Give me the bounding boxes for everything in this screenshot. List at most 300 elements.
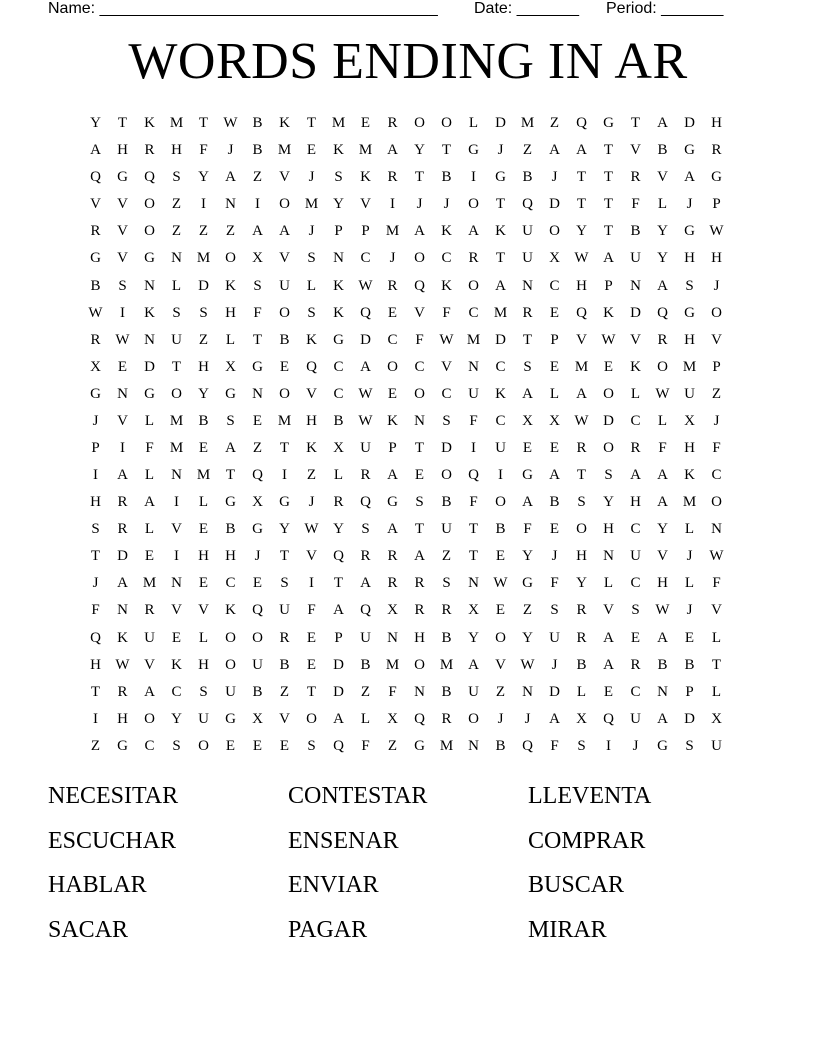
- grid-letter: Q: [576, 304, 587, 321]
- grid-letter: C: [333, 358, 344, 375]
- grid-letter: B: [684, 656, 695, 673]
- grid-letter: L: [711, 629, 722, 646]
- grid-letter: V: [117, 250, 128, 267]
- grid-letter: A: [684, 169, 695, 186]
- grid-letter: O: [144, 196, 155, 213]
- word-bank-item: PAGAR: [288, 916, 368, 943]
- grid-letter: Z: [171, 196, 182, 213]
- grid-letter: N: [630, 277, 641, 294]
- grid-letter: Y: [414, 142, 425, 159]
- grid-letter: Z: [171, 223, 182, 240]
- grid-letter: L: [657, 412, 668, 429]
- grid-letter: T: [117, 115, 128, 132]
- grid-letter: L: [684, 575, 695, 592]
- grid-letter: L: [144, 521, 155, 538]
- grid-letter: R: [468, 250, 479, 267]
- grid-letter: Z: [522, 142, 533, 159]
- grid-letter: G: [684, 142, 695, 159]
- grid-letter: A: [387, 467, 398, 484]
- grid-letter: B: [333, 412, 344, 429]
- grid-letter: N: [117, 602, 128, 619]
- grid-letter: S: [118, 277, 127, 294]
- grid-letter: G: [144, 250, 155, 267]
- grid-letter: G: [684, 304, 695, 321]
- grid-letter: Q: [306, 358, 317, 375]
- grid-letter: M: [439, 656, 454, 673]
- grid-letter: O: [495, 494, 506, 511]
- grid-letter: U: [441, 521, 452, 538]
- grid-letter: O: [603, 439, 614, 456]
- grid-letter: N: [468, 737, 479, 754]
- grid-letter: X: [387, 710, 398, 727]
- grid-letter: V: [711, 602, 722, 619]
- grid-letter: L: [225, 331, 236, 348]
- grid-letter: T: [333, 575, 344, 592]
- grid-letter: J: [92, 575, 99, 592]
- grid-letter: B: [495, 737, 506, 754]
- grid-letter: A: [657, 710, 668, 727]
- grid-letter: W: [358, 277, 373, 294]
- grid-letter: Q: [414, 277, 425, 294]
- grid-letter: K: [306, 331, 317, 348]
- grid-letter: E: [549, 304, 560, 321]
- grid-letter: Z: [522, 602, 533, 619]
- grid-letter: G: [522, 575, 533, 592]
- grid-letter: X: [549, 250, 560, 267]
- grid-letter: C: [630, 412, 641, 429]
- grid-letter: U: [360, 439, 371, 456]
- grid-letter: H: [684, 439, 695, 456]
- grid-letter: G: [387, 494, 398, 511]
- grid-letter: G: [252, 521, 263, 538]
- grid-letter: B: [441, 169, 452, 186]
- grid-letter: O: [468, 710, 479, 727]
- grid-letter: T: [711, 656, 722, 673]
- grid-letter: V: [306, 548, 317, 565]
- grid-letter: E: [414, 467, 425, 484]
- grid-letter: A: [495, 277, 506, 294]
- grid-letter: Z: [252, 439, 263, 456]
- grid-letter: O: [387, 358, 398, 375]
- grid-letter: O: [441, 115, 452, 132]
- grid-letter: L: [198, 494, 209, 511]
- grid-letter: O: [171, 385, 182, 402]
- grid-letter: J: [389, 250, 396, 267]
- grid-letter: F: [442, 304, 451, 321]
- grid-letter: C: [414, 358, 425, 375]
- grid-letter: J: [443, 196, 450, 213]
- grid-letter: O: [144, 710, 155, 727]
- grid-letter: E: [252, 737, 263, 754]
- grid-letter: R: [657, 331, 668, 348]
- grid-letter: A: [360, 575, 371, 592]
- grid-letter: Y: [657, 250, 668, 267]
- grid-letter: Y: [171, 710, 182, 727]
- grid-letter: W: [493, 575, 508, 592]
- grid-letter: F: [388, 683, 397, 700]
- grid-letter: B: [225, 521, 236, 538]
- grid-letter: E: [252, 412, 263, 429]
- grid-letter: N: [333, 250, 344, 267]
- grid-letter: A: [225, 169, 236, 186]
- grid-letter: H: [306, 412, 317, 429]
- grid-letter: N: [522, 277, 533, 294]
- grid-letter: V: [414, 304, 425, 321]
- grid-letter: J: [713, 277, 720, 294]
- grid-letter: R: [144, 142, 155, 159]
- grid-letter: V: [117, 196, 128, 213]
- grid-letter: A: [225, 439, 236, 456]
- grid-letter: M: [304, 196, 319, 213]
- grid-letter: V: [441, 358, 452, 375]
- grid-letter: N: [144, 277, 155, 294]
- grid-letter: M: [493, 304, 508, 321]
- grid-letter: U: [711, 737, 722, 754]
- grid-letter: S: [172, 304, 181, 321]
- grid-letter: Q: [414, 710, 425, 727]
- grid-letter: B: [360, 656, 371, 673]
- grid-letter: H: [117, 710, 128, 727]
- word-bank-item: HABLAR: [48, 872, 147, 898]
- grid-letter: K: [117, 629, 128, 646]
- grid-letter: K: [495, 385, 506, 402]
- grid-letter: W: [115, 331, 130, 348]
- grid-letter: O: [441, 467, 452, 484]
- grid-letter: S: [442, 412, 451, 429]
- grid-letter: E: [522, 439, 533, 456]
- grid-letter: Y: [198, 169, 209, 186]
- grid-letter: Y: [603, 494, 614, 511]
- grid-letter: G: [711, 169, 722, 186]
- grid-letter: Y: [198, 385, 209, 402]
- grid-letter: V: [657, 548, 668, 565]
- grid-letter: M: [682, 358, 697, 375]
- grid-letter: M: [358, 142, 373, 159]
- grid-letter: P: [361, 223, 370, 240]
- grid-letter: T: [414, 439, 425, 456]
- grid-letter: O: [414, 385, 425, 402]
- grid-letter: E: [603, 683, 614, 700]
- grid-letter: W: [655, 385, 670, 402]
- grid-letter: H: [225, 304, 236, 321]
- grid-letter: P: [712, 196, 721, 213]
- grid-letter: D: [630, 304, 641, 321]
- grid-letter: Q: [333, 548, 344, 565]
- grid-letter: K: [333, 304, 344, 321]
- grid-letter: K: [171, 656, 182, 673]
- word-bank-item: ENVIAR: [288, 872, 379, 898]
- grid-letter: K: [630, 358, 641, 375]
- grid-letter: I: [255, 196, 260, 213]
- grid-letter: R: [414, 602, 425, 619]
- grid-letter: F: [307, 602, 316, 619]
- grid-letter: J: [308, 169, 315, 186]
- grid-letter: D: [495, 331, 506, 348]
- grid-letter: K: [360, 169, 371, 186]
- grid-letter: D: [684, 115, 695, 132]
- grid-letter: X: [576, 710, 587, 727]
- grid-letter: J: [686, 196, 693, 213]
- grid-letter: Z: [360, 683, 371, 700]
- grid-letter: Z: [252, 169, 263, 186]
- grid-letter: Q: [252, 467, 263, 484]
- grid-letter: J: [686, 548, 693, 565]
- grid-letter: J: [254, 548, 261, 565]
- grid-letter: Q: [90, 169, 101, 186]
- grid-letter: P: [91, 439, 100, 456]
- grid-letter: B: [657, 656, 668, 673]
- grid-letter: F: [523, 521, 532, 538]
- grid-letter: A: [549, 142, 560, 159]
- grid-letter: V: [630, 142, 641, 159]
- grid-letter: H: [225, 548, 236, 565]
- grid-letter: U: [549, 629, 560, 646]
- grid-letter: C: [630, 683, 641, 700]
- grid-letter: S: [307, 250, 316, 267]
- grid-letter: K: [333, 277, 344, 294]
- grid-letter: V: [657, 169, 668, 186]
- grid-letter: C: [441, 250, 452, 267]
- word-bank-item: COMPRAR: [528, 827, 646, 854]
- grid-letter: C: [630, 521, 641, 538]
- grid-letter: R: [117, 521, 128, 538]
- grid-letter: T: [171, 358, 182, 375]
- grid-letter: A: [630, 467, 641, 484]
- grid-letter: S: [685, 277, 694, 294]
- grid-letter: J: [308, 223, 315, 240]
- grid-letter: B: [441, 629, 452, 646]
- grid-letter: R: [522, 304, 533, 321]
- grid-letter: R: [387, 277, 398, 294]
- grid-letter: T: [306, 115, 317, 132]
- grid-letter: H: [117, 142, 128, 159]
- word-bank-item: ESCUCHAR: [48, 827, 177, 854]
- grid-letter: J: [308, 494, 315, 511]
- grid-letter: M: [142, 575, 157, 592]
- grid-letter: O: [414, 656, 425, 673]
- grid-letter: B: [630, 223, 641, 240]
- grid-letter: P: [685, 683, 694, 700]
- grid-letter: O: [252, 629, 263, 646]
- grid-letter: V: [360, 196, 371, 213]
- grid-letter: D: [360, 331, 371, 348]
- grid-letter: A: [117, 575, 128, 592]
- grid-letter: G: [603, 115, 614, 132]
- grid-letter: G: [657, 737, 668, 754]
- grid-letter: W: [223, 115, 238, 132]
- grid-letter: V: [630, 331, 641, 348]
- grid-letter: H: [657, 575, 668, 592]
- grid-letter: O: [549, 223, 560, 240]
- grid-letter: S: [550, 602, 559, 619]
- grid-letter: Q: [603, 710, 614, 727]
- grid-letter: D: [333, 656, 344, 673]
- grid-letter: N: [657, 683, 668, 700]
- grid-letter: V: [144, 656, 155, 673]
- grid-letter: E: [225, 737, 236, 754]
- name-field-label: Name: ______________________________________: [48, 0, 438, 17]
- grid-letter: T: [630, 115, 641, 132]
- grid-letter: R: [711, 142, 722, 159]
- grid-letter: V: [117, 223, 128, 240]
- grid-letter: A: [333, 710, 344, 727]
- grid-letter: E: [360, 115, 371, 132]
- grid-letter: C: [387, 331, 398, 348]
- grid-letter: X: [549, 412, 560, 429]
- grid-letter: B: [279, 331, 290, 348]
- grid-letter: T: [468, 521, 479, 538]
- word-search-grid: [82, 110, 730, 760]
- grid-letter: K: [603, 304, 614, 321]
- grid-letter: B: [279, 656, 290, 673]
- grid-letter: E: [117, 358, 128, 375]
- grid-letter: F: [712, 439, 721, 456]
- grid-letter: Y: [522, 548, 533, 565]
- grid-letter: W: [574, 412, 589, 429]
- grid-letter: V: [279, 169, 290, 186]
- grid-letter: O: [603, 385, 614, 402]
- grid-letter: B: [495, 521, 506, 538]
- grid-letter: W: [358, 412, 373, 429]
- grid-letter: K: [144, 304, 155, 321]
- grid-letter: R: [333, 494, 344, 511]
- grid-letter: C: [144, 737, 155, 754]
- grid-letter: R: [360, 548, 371, 565]
- grid-letter: V: [90, 196, 101, 213]
- grid-letter: Q: [144, 169, 155, 186]
- grid-letter: V: [495, 656, 506, 673]
- grid-letter: W: [88, 304, 103, 321]
- grid-letter: Q: [360, 602, 371, 619]
- grid-letter: B: [657, 142, 668, 159]
- word-bank-item: SACAR: [48, 916, 129, 943]
- grid-letter: Y: [468, 629, 479, 646]
- grid-letter: S: [361, 521, 370, 538]
- grid-letter: L: [630, 385, 641, 402]
- grid-letter: I: [390, 196, 395, 213]
- grid-letter: H: [684, 250, 695, 267]
- grid-letter: V: [198, 602, 209, 619]
- grid-letter: D: [117, 548, 128, 565]
- grid-letter: S: [685, 737, 694, 754]
- grid-letter: Z: [387, 737, 398, 754]
- grid-letter: I: [498, 467, 503, 484]
- grid-letter: T: [603, 142, 614, 159]
- grid-letter: Y: [333, 196, 344, 213]
- grid-letter: N: [468, 358, 479, 375]
- grid-letter: Y: [522, 629, 533, 646]
- grid-letter: A: [468, 223, 479, 240]
- grid-letter: X: [252, 710, 263, 727]
- grid-letter: S: [604, 467, 613, 484]
- grid-letter: J: [416, 196, 423, 213]
- grid-letter: U: [630, 250, 641, 267]
- grid-letter: A: [279, 223, 290, 240]
- grid-letter: L: [360, 710, 371, 727]
- grid-letter: S: [91, 521, 100, 538]
- grid-letter: A: [657, 629, 668, 646]
- grid-letter: O: [711, 304, 722, 321]
- grid-letter: H: [198, 656, 209, 673]
- grid-letter: A: [414, 223, 425, 240]
- grid-letter: Q: [522, 196, 533, 213]
- grid-letter: F: [469, 494, 478, 511]
- grid-letter: R: [576, 629, 587, 646]
- grid-letter: N: [171, 467, 182, 484]
- grid-letter: H: [414, 629, 425, 646]
- grid-letter: W: [709, 223, 724, 240]
- grid-letter: F: [712, 575, 721, 592]
- grid-letter: H: [711, 250, 722, 267]
- grid-letter: H: [90, 494, 101, 511]
- grid-letter: F: [550, 737, 559, 754]
- grid-letter: G: [225, 494, 236, 511]
- grid-letter: G: [333, 331, 344, 348]
- grid-letter: H: [198, 548, 209, 565]
- grid-letter: O: [279, 304, 290, 321]
- grid-letter: S: [172, 169, 181, 186]
- grid-letter: R: [117, 494, 128, 511]
- grid-letter: H: [630, 494, 641, 511]
- grid-letter: T: [495, 196, 506, 213]
- grid-letter: X: [468, 602, 479, 619]
- grid-letter: R: [576, 439, 587, 456]
- grid-letter: K: [684, 467, 695, 484]
- grid-letter: K: [387, 412, 398, 429]
- word-bank-item: BUSCAR: [528, 872, 625, 898]
- grid-letter: U: [144, 629, 155, 646]
- grid-letter: Y: [279, 521, 290, 538]
- grid-letter: S: [442, 575, 451, 592]
- grid-letter: T: [252, 331, 263, 348]
- grid-letter: T: [414, 169, 425, 186]
- grid-letter: O: [279, 385, 290, 402]
- grid-letter: M: [439, 737, 454, 754]
- grid-letter: I: [309, 575, 314, 592]
- grid-letter: B: [441, 683, 452, 700]
- grid-letter: A: [90, 142, 101, 159]
- grid-letter: O: [414, 115, 425, 132]
- grid-letter: E: [144, 548, 155, 565]
- grid-letter: X: [333, 439, 344, 456]
- word-bank-item: CONTESTAR: [288, 783, 428, 809]
- grid-letter: S: [307, 737, 316, 754]
- grid-letter: B: [576, 656, 587, 673]
- grid-letter: W: [709, 548, 724, 565]
- grid-letter: H: [603, 521, 614, 538]
- word-bank-item: LLEVENTA: [528, 783, 652, 809]
- grid-letter: O: [225, 250, 236, 267]
- grid-letter: E: [306, 142, 317, 159]
- grid-letter: I: [282, 467, 287, 484]
- grid-letter: A: [549, 467, 560, 484]
- grid-letter: W: [520, 656, 535, 673]
- grid-letter: J: [92, 412, 99, 429]
- grid-letter: K: [225, 277, 236, 294]
- grid-letter: B: [549, 494, 560, 511]
- grid-letter: D: [684, 710, 695, 727]
- grid-letter: B: [522, 169, 533, 186]
- word-bank-item: ENSENAR: [288, 827, 399, 854]
- grid-letter: J: [227, 142, 234, 159]
- grid-letter: G: [117, 169, 128, 186]
- grid-letter: O: [198, 737, 209, 754]
- grid-letter: O: [144, 223, 155, 240]
- grid-letter: O: [576, 521, 587, 538]
- grid-letter: K: [225, 602, 236, 619]
- grid-letter: A: [468, 656, 479, 673]
- word-bank: [48, 778, 768, 956]
